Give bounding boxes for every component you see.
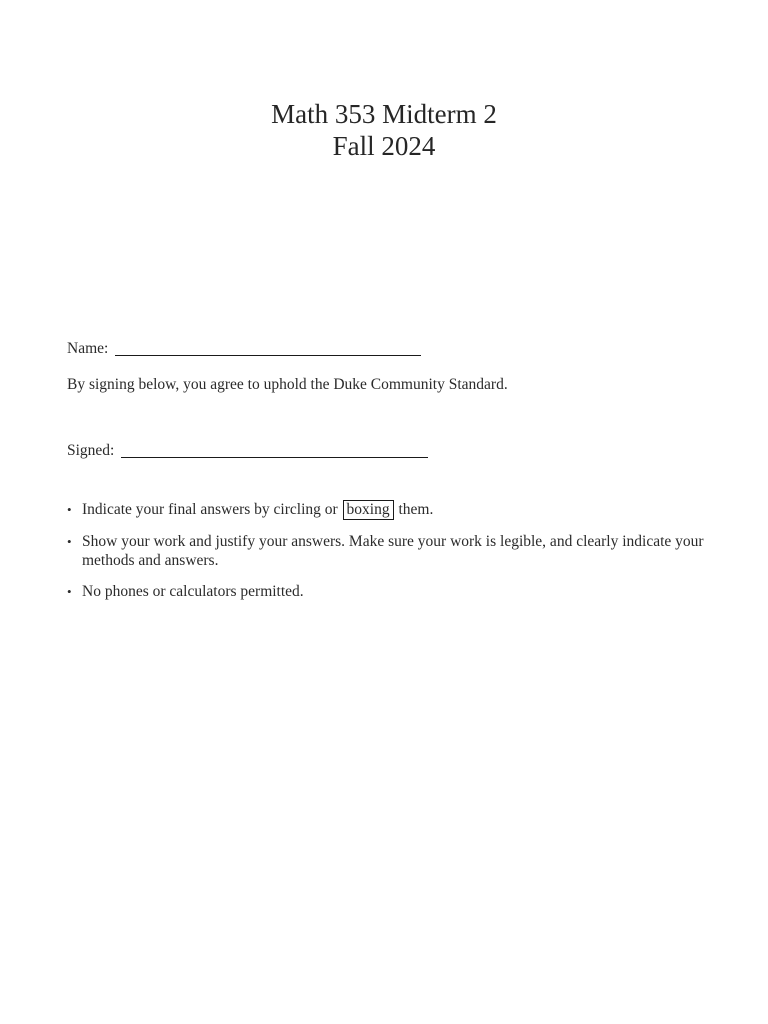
bullet-icon: • (67, 534, 72, 549)
instruction-text: Show your work and justify your answers. Make sure your work is legible, and clearly indicate your methods and answers. (82, 533, 704, 569)
signature-line[interactable] (121, 457, 428, 458)
course-title: Math 353 Midterm 2 (271, 99, 497, 129)
instruction-text: Indicate your final answers by circling or (82, 501, 338, 518)
instruction-item (67, 532, 727, 570)
bullet-icon: • (67, 502, 72, 517)
term-title: Fall 2024 (332, 131, 436, 161)
name-field-row (67, 340, 421, 358)
instructions-list (67, 500, 727, 613)
bullet-icon: • (67, 584, 72, 599)
name-label: Name: (67, 340, 109, 357)
community-standard-statement: By signing below, you agree to uphold the Duke Community Standard. (67, 376, 508, 393)
exam-title (0, 98, 768, 162)
instruction-text: No phones or calculators permitted. (82, 583, 304, 600)
instruction-item (67, 582, 727, 601)
signed-label: Signed: (67, 442, 115, 459)
name-line[interactable] (115, 355, 421, 356)
boxed-word: boxing (343, 500, 394, 520)
instruction-text-end: them. (398, 501, 434, 518)
instruction-item (67, 500, 727, 520)
signature-field-row (67, 442, 428, 460)
